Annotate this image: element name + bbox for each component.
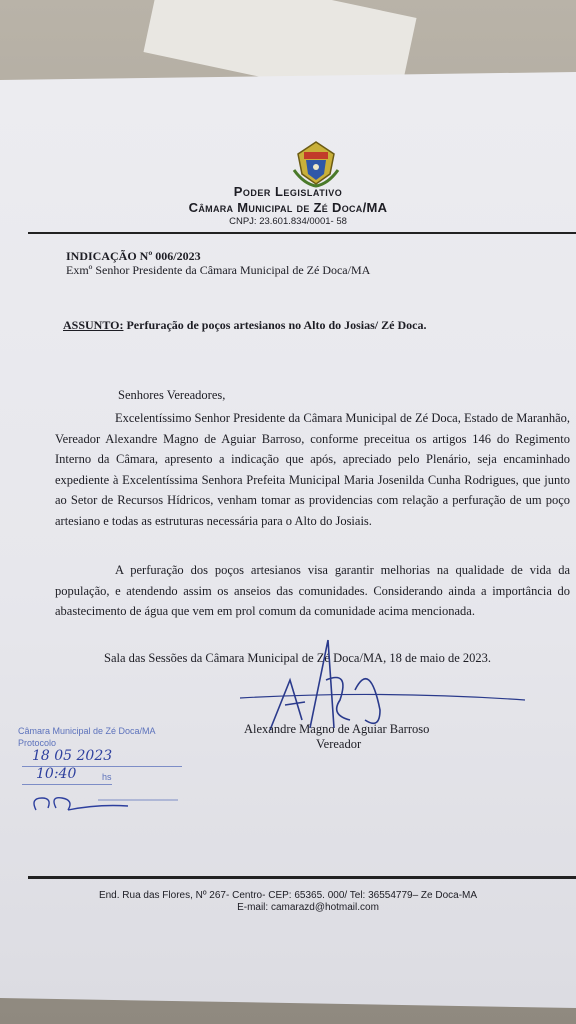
- stamp-line-2: Protocolo: [18, 738, 57, 748]
- stamp-time-line: [22, 784, 112, 785]
- signatory-role: Vereador: [316, 737, 362, 751]
- footer-email: E-mail: camarazd@hotmail.com: [237, 902, 379, 913]
- session-date-line: Sala das Sessões da Câmara Municipal de Zé Doca/MA, 18 de maio de 2023.: [104, 651, 492, 665]
- paragraph-1-text: Excelentíssimo Senhor Presidente da Câmara Municipal de Zé Doca, Estado de Maranhão, Vereador Alexandre Magno de Aguiar Barroso, conforme preceitua os artigos 146 do Regimento Interno da Câmara, apresento a indicação que após, apreciado pelo Plenário, seja encaminhado expediente à Excelentíssima Senhora Prefeita Municipal Maria Josenilda Cunha Rodrigues, que junto ao Setor de Recursos Hídricos, venham tomar as providencias com relação a perfuração de um poço artesiano e todas as estruturas necessária para o Alto do Josiais.: [55, 411, 570, 528]
- stamp-time-suffix: hs: [102, 772, 112, 782]
- stamp-line-1: Câmara Municipal de Zé Doca/MA: [18, 726, 156, 736]
- coat-of-arms-logo: [290, 140, 342, 188]
- salutation: Senhores Vereadores,: [118, 388, 226, 402]
- protocol-stamp: [18, 724, 208, 824]
- header-cnpj: CNPJ: 23.601.834/0001- 58: [229, 216, 347, 227]
- footer-address: End. Rua das Flores, Nº 267- Centro- CEP: 65365. 000/ Tel: 36554779– Ze Doca-MA: [98, 890, 478, 901]
- footer-divider: [28, 876, 576, 879]
- body-paragraph-1: [55, 408, 570, 531]
- body-paragraph-2: [55, 560, 570, 622]
- header-title: Poder Legislativo: [233, 184, 343, 199]
- header-divider: [28, 232, 576, 234]
- stamp-initials-scribble: [28, 790, 188, 820]
- signatory-name: Alexandre Magno de Aguiar Barroso: [244, 722, 430, 736]
- subject-text: Perfuração de poços artesianos no Alto do Josias/ Zé Doca.: [123, 318, 427, 332]
- subject-label: ASSUNTO:: [63, 318, 124, 332]
- subject-line: [63, 318, 426, 333]
- paragraph-2-text: A perfuração dos poços artesianos visa garantir melhorias na qualidade de vida da população, e atendendo assim os anseios das comunidades. Considerando ainda a importância do abastecimento de água que vem em prol comum da comunidade acima mencionada.: [55, 563, 570, 618]
- stamp-time: 10:40: [36, 766, 77, 782]
- addressee: Exmº Senhor Presidente da Câmara Municipal de Zé Doca/MA: [66, 263, 371, 277]
- stamp-date: 18 05 2023: [32, 748, 113, 764]
- indicacao-number: INDICAÇÃO Nº 006/2023: [66, 249, 201, 263]
- header-subtitle: Câmara Municipal de Zé Doca/MA: [188, 200, 388, 215]
